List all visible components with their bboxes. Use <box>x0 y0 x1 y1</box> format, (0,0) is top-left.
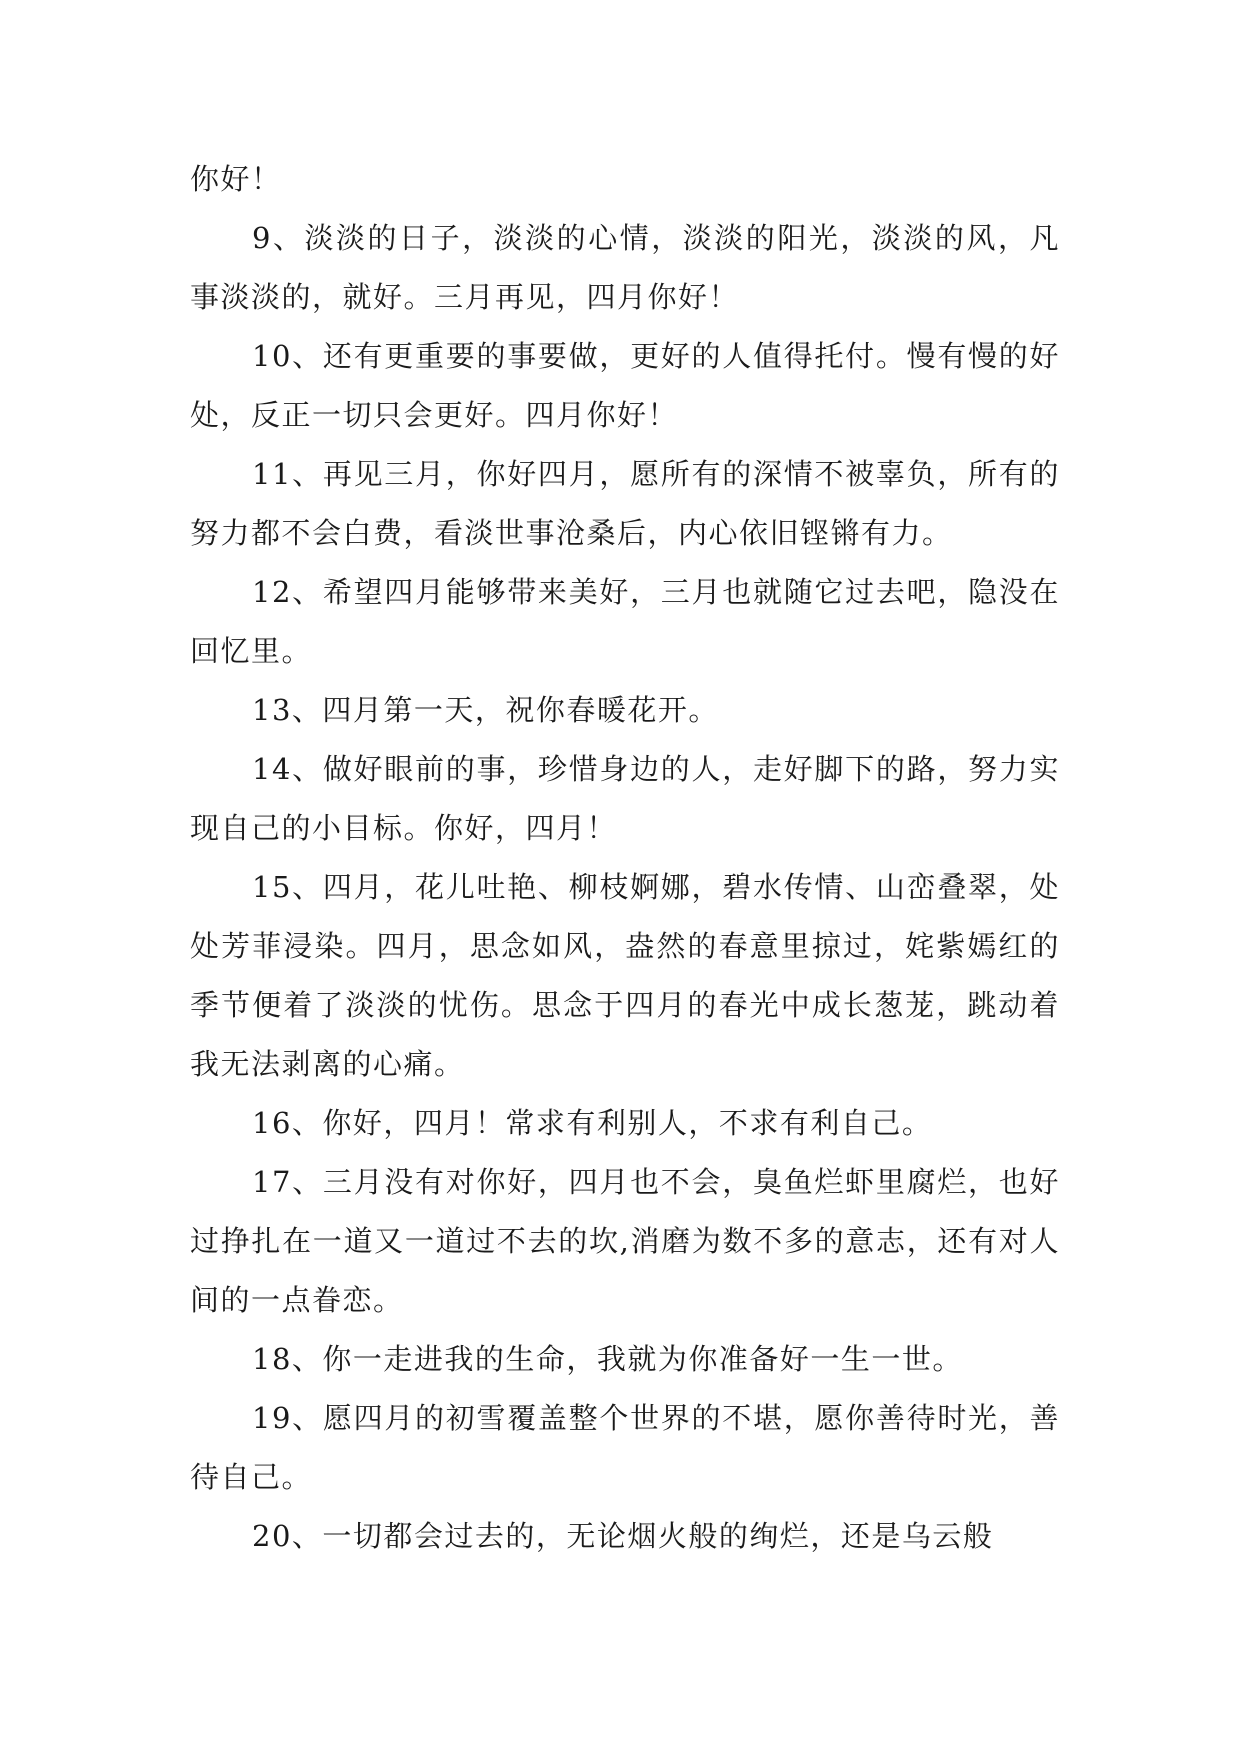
paragraph-item-17: 17、三月没有对你好，四月也不会，臭鱼烂虾里腐烂，也好过挣扎在一道又一道过不去的坎,消磨为数不多的意志，还有对人间的一点眷恋。 <box>190 1165 1060 1317</box>
paragraph-item-15: 15、四月，花儿吐艳、柳枝婀娜，碧水传情、山峦叠翠，处处芳菲浸染。四月，思念如风，盎然的春意里掠过，姹紫嫣红的季节便着了淡淡的忧伤。思念于四月的春光中成长葱茏，跳动着我无法剥离的心痛。 <box>190 870 1060 1081</box>
paragraph-continuation: 你好！ <box>190 162 282 196</box>
paragraph-item-13: 13、四月第一天，祝你春暖花开。 <box>252 693 719 727</box>
paragraph-item-10: 10、还有更重要的事要做，更好的人值得托付。慢有慢的好处，反正一切只会更好。四月你好！ <box>190 339 1060 432</box>
paragraph-item-20: 20、一切都会过去的，无论烟火般的绚烂，还是乌云般 <box>252 1519 994 1553</box>
paragraph-item-18: 18、你一走进我的生命，我就为你准备好一生一世。 <box>252 1342 963 1376</box>
paragraph-item-16: 16、你好，四月！常求有利别人，不求有利自己。 <box>252 1106 933 1140</box>
paragraph-item-11: 11、再见三月，你好四月，愿所有的深情不被辜负，所有的努力都不会白费，看淡世事沧桑后，内心依旧铿锵有力。 <box>190 457 1060 550</box>
paragraph-item-12: 12、希望四月能够带来美好，三月也就随它过去吧，隐没在回忆里。 <box>190 575 1060 668</box>
paragraph-item-19: 19、愿四月的初雪覆盖整个世界的不堪，愿你善待时光，善待自己。 <box>190 1401 1060 1494</box>
paragraph-item-14: 14、做好眼前的事，珍惜身边的人，走好脚下的路，努力实现自己的小目标。你好，四月！ <box>190 752 1060 845</box>
document-body <box>190 150 1060 1566</box>
paragraph-item-9: 9、淡淡的日子，淡淡的心情，淡淡的阳光，淡淡的风，凡事淡淡的，就好。三月再见，四月你好！ <box>190 221 1060 314</box>
